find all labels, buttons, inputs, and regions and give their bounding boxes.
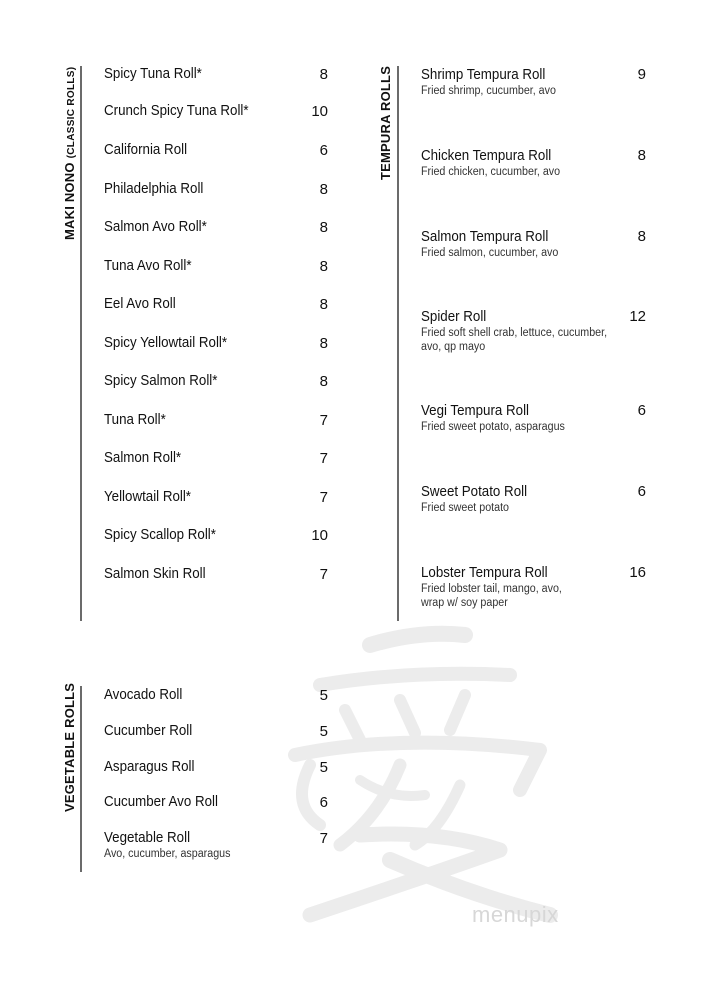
item-price: 8 bbox=[637, 228, 646, 245]
list-item bbox=[421, 66, 631, 98]
list-item bbox=[421, 147, 631, 179]
list-item bbox=[104, 334, 238, 352]
item-description: Fried salmon, cucumber, avo bbox=[421, 247, 559, 259]
item-price: 8 bbox=[319, 181, 328, 198]
item-price: 6 bbox=[637, 402, 646, 419]
list-item bbox=[421, 402, 631, 434]
item-name: Spicy Salmon Roll* bbox=[104, 373, 218, 389]
item-price: 7 bbox=[319, 489, 328, 506]
item-price: 8 bbox=[319, 219, 328, 236]
item-name: Shrimp Tempura Roll bbox=[421, 67, 546, 83]
tempura-divider bbox=[397, 66, 399, 621]
item-price: 10 bbox=[311, 103, 328, 120]
list-item bbox=[421, 483, 631, 515]
item-price: 8 bbox=[319, 258, 328, 275]
list-item bbox=[104, 758, 202, 776]
item-name: Tuna Avo Roll* bbox=[104, 258, 192, 274]
item-price: 8 bbox=[319, 373, 328, 390]
list-item bbox=[104, 141, 194, 159]
item-name: Tuna Roll* bbox=[104, 412, 166, 428]
list-item bbox=[104, 411, 171, 429]
tempura-section-title: TEMPURA ROLLS bbox=[378, 65, 393, 180]
item-name: Lobster Tempura Roll bbox=[421, 565, 548, 581]
maki-divider bbox=[80, 66, 82, 621]
vegetable-section-label bbox=[62, 683, 77, 812]
item-name: Avocado Roll bbox=[104, 687, 183, 703]
list-item bbox=[421, 308, 641, 354]
list-item bbox=[104, 180, 212, 198]
item-name: Sweet Potato Roll bbox=[421, 484, 528, 500]
item-description: Fried lobster tail, mango, avo, bbox=[421, 583, 562, 595]
list-item bbox=[104, 102, 261, 120]
vegetable-divider bbox=[80, 686, 82, 872]
list-item bbox=[104, 526, 226, 544]
list-item bbox=[104, 829, 304, 861]
item-name: California Roll bbox=[104, 142, 188, 158]
list-item bbox=[104, 565, 214, 583]
item-name: Salmon Avo Roll* bbox=[104, 219, 207, 235]
list-item bbox=[104, 65, 210, 83]
item-price: 16 bbox=[629, 564, 646, 581]
item-name: Salmon Skin Roll bbox=[104, 566, 206, 582]
item-price: 7 bbox=[319, 450, 328, 467]
list-item bbox=[104, 449, 188, 467]
item-description: avo, qp mayo bbox=[421, 341, 486, 353]
list-item bbox=[104, 793, 228, 811]
item-name: Salmon Tempura Roll bbox=[421, 229, 549, 245]
item-price: 8 bbox=[319, 335, 328, 352]
item-price: 9 bbox=[637, 66, 646, 83]
item-price: 5 bbox=[319, 687, 328, 704]
item-name: Eel Avo Roll bbox=[104, 296, 176, 312]
item-price: 5 bbox=[319, 723, 328, 740]
item-name: Crunch Spicy Tuna Roll* bbox=[104, 103, 249, 119]
item-price: 8 bbox=[319, 296, 328, 313]
item-name: Vegetable Roll bbox=[104, 830, 191, 846]
item-description: Fried sweet potato bbox=[421, 502, 509, 514]
item-name: Spicy Scallop Roll* bbox=[104, 527, 216, 543]
list-item bbox=[421, 228, 631, 260]
menupix-watermark: menupix bbox=[472, 902, 559, 927]
item-description: Fried chicken, cucumber, avo bbox=[421, 166, 561, 178]
item-name: Salmon Roll* bbox=[104, 450, 182, 466]
item-name: Cucumber Avo Roll bbox=[104, 794, 218, 810]
list-item bbox=[104, 218, 216, 236]
item-price: 12 bbox=[629, 308, 646, 325]
item-price: 7 bbox=[319, 412, 328, 429]
item-price: 6 bbox=[319, 142, 328, 159]
list-item bbox=[421, 564, 631, 610]
item-price: 10 bbox=[311, 527, 328, 544]
item-name: Philadelphia Roll bbox=[104, 181, 204, 197]
item-price: 8 bbox=[637, 147, 646, 164]
item-name: Spicy Tuna Roll* bbox=[104, 66, 202, 82]
item-price: 6 bbox=[637, 483, 646, 500]
list-item bbox=[104, 686, 189, 704]
item-description: Fried soft shell crab, lettuce, cucumber, bbox=[421, 327, 608, 339]
item-name: Spicy Yellowtail Roll* bbox=[104, 335, 228, 351]
item-name: Yellowtail Roll* bbox=[104, 489, 192, 505]
item-price: 5 bbox=[319, 759, 328, 776]
list-item bbox=[104, 295, 182, 313]
item-description: Avo, cucumber, asparagus bbox=[104, 848, 231, 860]
item-description: Fried sweet potato, asparagus bbox=[421, 421, 565, 433]
item-name: Chicken Tempura Roll bbox=[421, 148, 552, 164]
vegetable-section-title: VEGETABLE ROLLS bbox=[62, 682, 77, 812]
item-price: 7 bbox=[319, 566, 328, 583]
item-name: Vegi Tempura Roll bbox=[421, 403, 530, 419]
list-item bbox=[104, 372, 227, 390]
item-description: wrap w/ soy paper bbox=[421, 597, 508, 609]
maki-section-title: MAKI NONO bbox=[62, 162, 77, 240]
item-name: Cucumber Roll bbox=[104, 723, 193, 739]
item-price: 6 bbox=[319, 794, 328, 811]
list-item bbox=[104, 488, 199, 506]
tempura-section-label bbox=[378, 66, 393, 180]
maki-section-label bbox=[62, 67, 77, 240]
list-item bbox=[104, 257, 199, 275]
item-description: Fried shrimp, cucumber, avo bbox=[421, 85, 556, 97]
item-name: Spider Roll bbox=[421, 309, 487, 325]
item-price: 7 bbox=[319, 830, 328, 847]
item-name: Asparagus Roll bbox=[104, 759, 195, 775]
item-price: 8 bbox=[319, 66, 328, 83]
maki-section-subtitle: (CLASSIC ROLLS) bbox=[66, 66, 77, 159]
list-item bbox=[104, 722, 200, 740]
